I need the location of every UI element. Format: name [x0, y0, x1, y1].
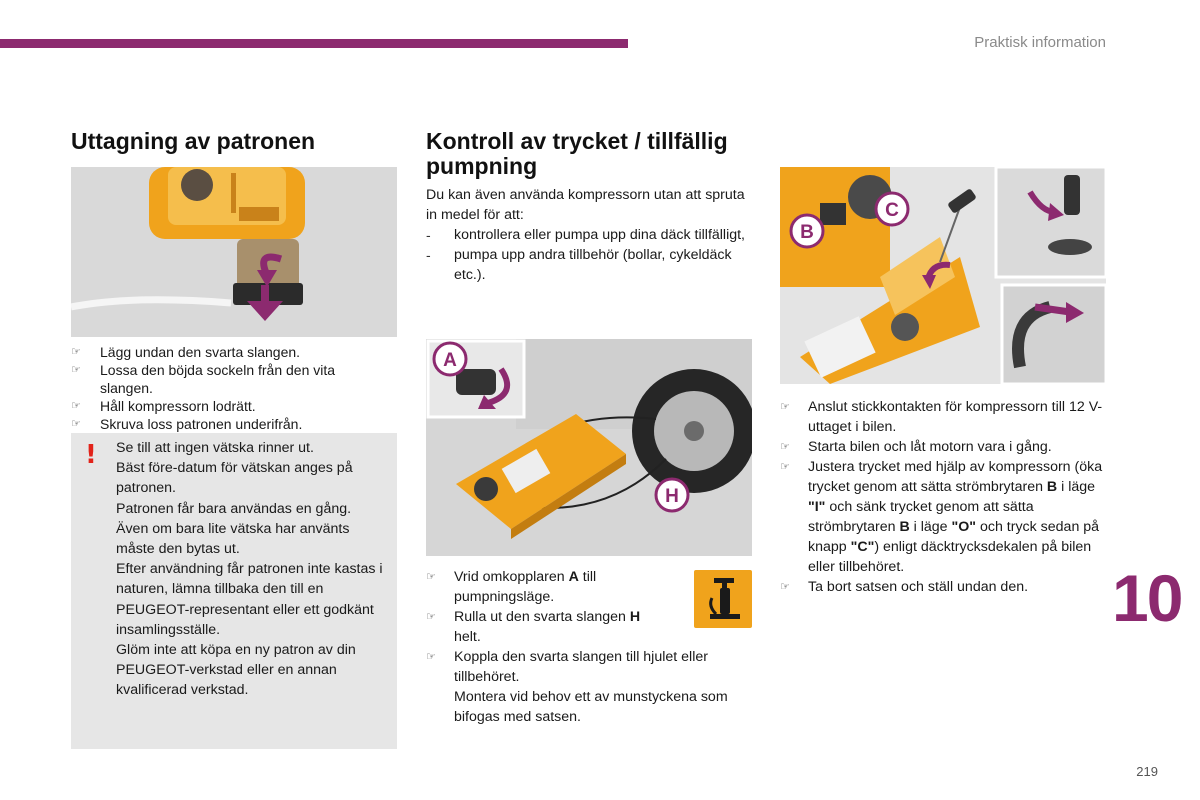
- warning-line: Efter användning får patronen inte kastas i naturen, lämna tillbaka den till en PEUGEOT-representant eller ett godkänt insamlingsställe.: [116, 561, 383, 638]
- left-heading: Uttagning av patronen: [71, 128, 316, 154]
- label-b: B: [800, 222, 814, 243]
- chapter-number: 10: [1112, 561, 1182, 635]
- list-item: - pumpa upp andra tillbehör (bollar, cykeldäck etc.).: [426, 247, 732, 283]
- pointing-hand-icon: ☞: [71, 364, 81, 376]
- pointing-hand-icon: ☞: [780, 461, 790, 473]
- warning-line: Se till att ingen vätska rinner ut.: [116, 440, 314, 456]
- list-item: ☞ Justera trycket med hjälp av kompressorn (öka trycket genom att sätta strömbrytaren B i läge "I" och sänk trycket genom att sätta strömbrytaren B i läge "O" och tryck sedan på knapp "C") enligt däcktrycksdekalen på bilen eller tillbehöret.: [780, 459, 1103, 575]
- section-title: Praktisk information: [974, 34, 1106, 51]
- intro-text: Du kan även använda kompressorn utan att spruta in medel för att:: [426, 187, 745, 223]
- pump-icon: [694, 570, 752, 628]
- list-item: ☞ Ta bort satsen och ställ undan den.: [780, 579, 1029, 595]
- left-bullet-list: [71, 343, 391, 433]
- header-accent-bar: [0, 39, 628, 48]
- warning-line: Glöm inte att köpa en ny patron av din PEUGEOT-verkstad eller en annan kvalificerad verkstad.: [116, 642, 356, 699]
- list-item: ☞ Rulla ut den svarta slangen H helt.: [426, 609, 641, 645]
- label-a: A: [443, 350, 457, 371]
- list-item: ☞ Lägg undan den svarta slangen.: [71, 344, 301, 360]
- right-steps-list: [780, 397, 1106, 597]
- pointing-hand-icon: ☞: [426, 651, 436, 663]
- pointing-hand-icon: ☞: [780, 441, 790, 453]
- middle-intro-block: [426, 185, 746, 285]
- list-item: - kontrollera eller pumpa upp dina däck tillfälligt,: [426, 227, 746, 243]
- pointing-hand-icon: ☞: [71, 418, 81, 430]
- list-item: ☞ Lossa den böjda sockeln från den vita slangen.: [71, 362, 336, 396]
- pointing-hand-icon: ☞: [71, 400, 81, 412]
- list-item: ☞ Vrid omkopplaren A till pumpningsläge.: [426, 569, 597, 605]
- middle-heading: Kontroll av trycket / tillfällig pumpning: [426, 128, 728, 179]
- list-item: ☞ Koppla den svarta slangen till hjulet eller tillbehöret. Montera vid behov ett av munstyckena som bifogas med satsen.: [426, 649, 728, 725]
- label-h: H: [665, 486, 679, 507]
- pointing-hand-icon: ☞: [780, 401, 790, 413]
- pointing-hand-icon: ☞: [780, 581, 790, 593]
- compressor-plug-illustration: [780, 167, 1106, 384]
- list-item: ☞ Håll kompressorn lodrätt.: [71, 398, 256, 414]
- compressor-wheel-illustration: [426, 339, 752, 556]
- cartridge-removal-illustration: [71, 167, 397, 337]
- list-item: ☞ Anslut stickkontakten för kompressorn till 12 V-uttaget i bilen.: [780, 399, 1103, 435]
- pointing-hand-icon: ☞: [426, 611, 436, 623]
- label-c: C: [885, 200, 899, 221]
- warning-line: Bäst före-datum för vätskan anges på patronen.: [116, 460, 353, 497]
- warning-text: [116, 438, 384, 701]
- dash-list: [426, 225, 746, 285]
- pointing-hand-icon: ☞: [426, 571, 436, 583]
- warning-icon: !: [85, 440, 97, 470]
- warning-line: Patronen får bara användas en gång. Även om bara lite vätska har använts måste den bytas ut.: [116, 500, 352, 558]
- page-number: 219: [1136, 764, 1158, 779]
- middle-steps-list: [426, 567, 728, 727]
- list-item: ☞ Skruva loss patronen underifrån.: [71, 416, 303, 432]
- list-item: ☞ Starta bilen och låt motorn vara i gång.: [780, 439, 1052, 455]
- pointing-hand-icon: ☞: [71, 346, 81, 358]
